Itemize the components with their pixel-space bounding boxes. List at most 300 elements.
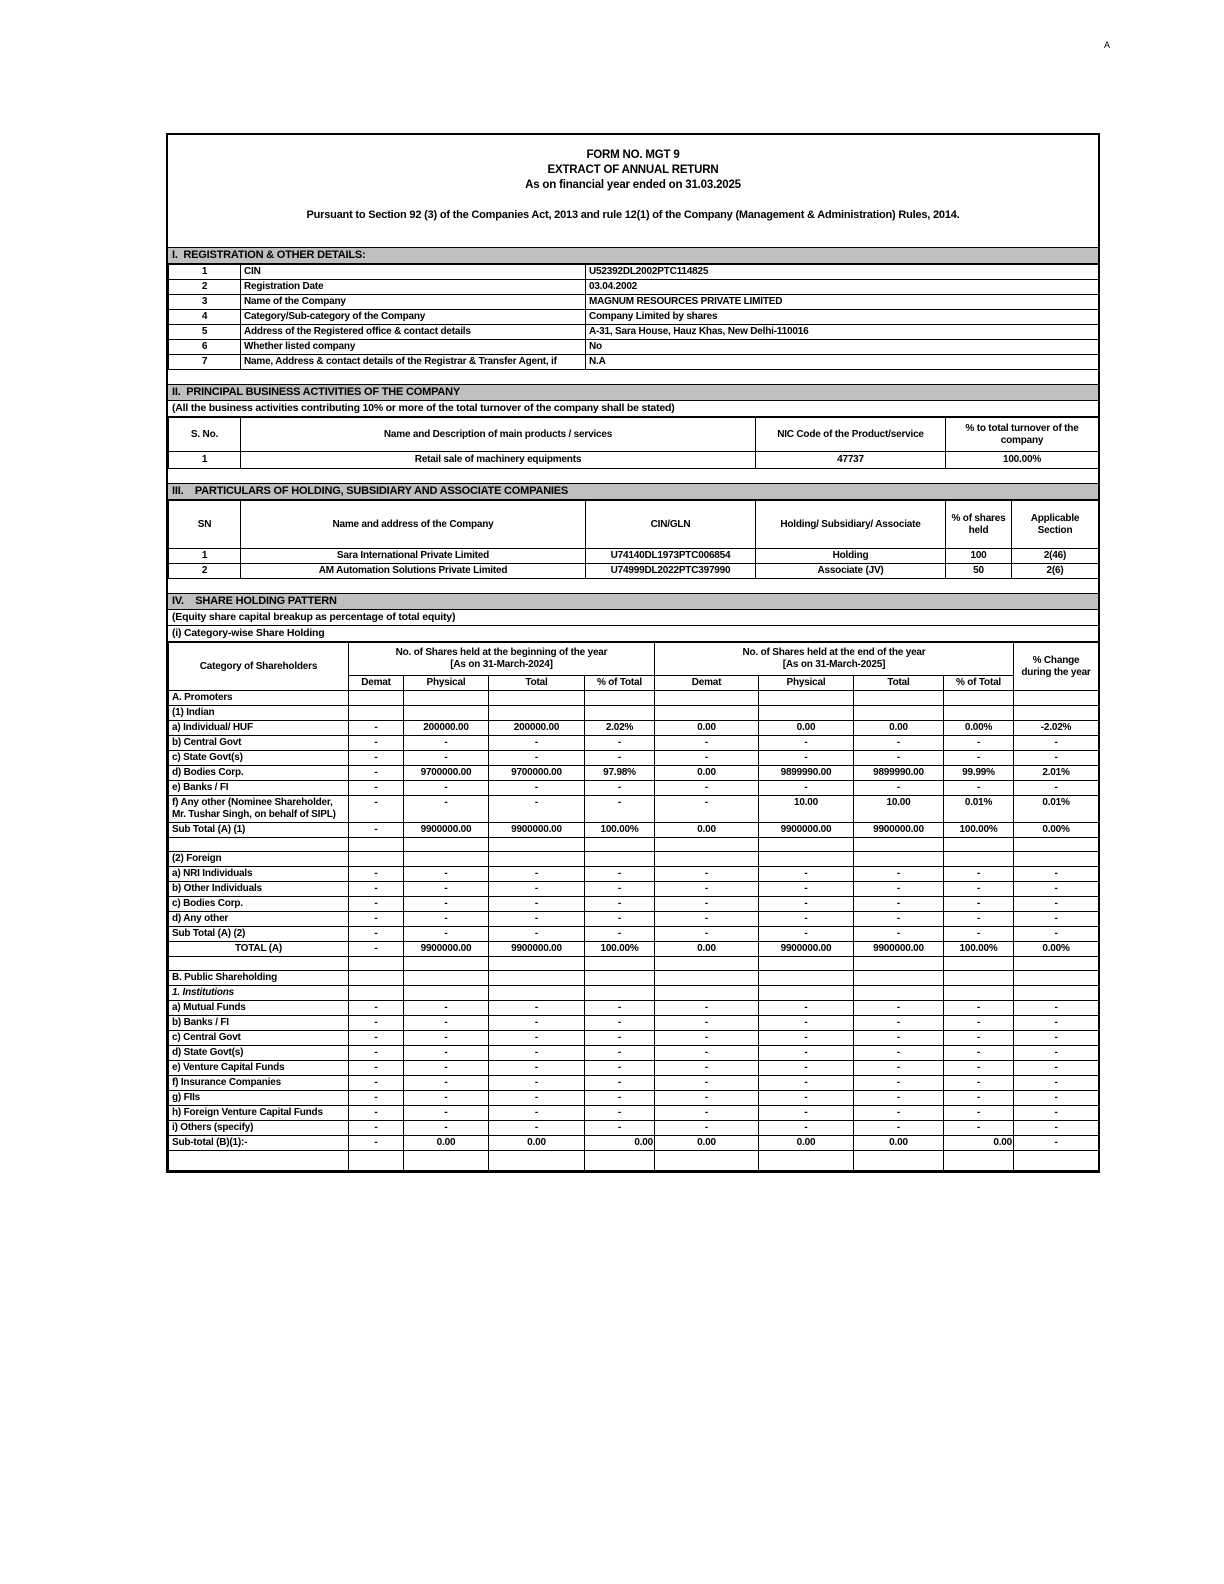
row-cell: - — [489, 1031, 585, 1046]
row-cell: 0.00 — [759, 721, 854, 736]
row-cell: - — [404, 1061, 489, 1076]
row-label: Whether listed company — [241, 340, 586, 355]
row-cell: - — [854, 897, 944, 912]
row-label: Name, Address & contact details of the Registrar & Transfer Agent, if — [241, 355, 586, 370]
column-subheader: % of Total — [944, 676, 1014, 691]
row-cell: - — [854, 1091, 944, 1106]
col-group-beginning-line2: [As on 31-March-2024] — [450, 659, 553, 670]
row-cell: - — [944, 1046, 1014, 1061]
row-sno: 5 — [169, 325, 241, 340]
table-row — [169, 838, 1099, 852]
row-cell: - — [1014, 867, 1099, 882]
row-label: c) State Govt(s) — [169, 751, 349, 766]
column-subheader: Demat — [655, 676, 759, 691]
row-cell: Associate (JV) — [756, 564, 946, 579]
row-cell: 100.00% — [944, 942, 1014, 957]
row-cell: - — [404, 882, 489, 897]
row-cell: - — [489, 912, 585, 927]
table-row — [169, 942, 1099, 957]
table-row — [169, 957, 1099, 971]
row-cell: 9900000.00 — [854, 823, 944, 838]
col-group-end-of-year — [655, 643, 1014, 676]
row-cell: 0.00 — [655, 1136, 759, 1151]
col-group-beginning-line1: No. of Shares held at the beginning of the year — [395, 647, 608, 658]
row-cell: 97.98% — [585, 766, 655, 781]
row-cell — [759, 1151, 854, 1171]
row-cell: - — [1014, 1031, 1099, 1046]
row-cell: - — [1014, 736, 1099, 751]
row-cell: - — [944, 1001, 1014, 1016]
row-cell: 47737 — [756, 452, 946, 469]
row-cell — [759, 957, 854, 971]
row-cell: - — [1014, 1061, 1099, 1076]
col-group-end-line2: [As on 31-March-2025] — [782, 659, 886, 670]
row-cell: - — [349, 721, 404, 736]
column-header: Name and address of the Company — [241, 501, 586, 549]
row-cell — [349, 852, 404, 867]
row-cell: 200000.00 — [489, 721, 585, 736]
row-label: d) State Govt(s) — [169, 1046, 349, 1061]
row-cell: - — [1014, 1046, 1099, 1061]
row-cell: 0.00 — [944, 1136, 1014, 1151]
row-cell: - — [349, 766, 404, 781]
row-cell: - — [585, 736, 655, 751]
row-label — [169, 1151, 349, 1171]
row-cell — [404, 971, 489, 986]
row-cell — [1014, 852, 1099, 867]
row-cell: - — [585, 1046, 655, 1061]
row-cell: Sara International Private Limited — [241, 549, 586, 564]
row-cell — [404, 838, 489, 852]
row-cell: - — [349, 1076, 404, 1091]
row-cell — [854, 852, 944, 867]
row-cell: - — [854, 867, 944, 882]
row-cell: 1 — [169, 452, 241, 469]
row-cell — [854, 957, 944, 971]
row-cell — [404, 986, 489, 1001]
row-cell: - — [404, 1001, 489, 1016]
row-cell: - — [489, 1001, 585, 1016]
row-cell: 0.00 — [655, 942, 759, 957]
column-header: SN — [169, 501, 241, 549]
row-cell: - — [349, 823, 404, 838]
row-cell: - — [854, 781, 944, 796]
row-label: (2) Foreign — [169, 852, 349, 867]
col-group-beginning-of-year — [349, 643, 655, 676]
row-cell: - — [655, 1046, 759, 1061]
row-cell: - — [854, 1046, 944, 1061]
table-row — [169, 564, 1099, 579]
row-cell — [349, 706, 404, 721]
shareholding-table-head — [169, 643, 1099, 691]
row-cell: - — [655, 736, 759, 751]
row-cell — [489, 706, 585, 721]
row-cell: - — [655, 1106, 759, 1121]
row-cell: - — [854, 927, 944, 942]
row-cell: - — [759, 1106, 854, 1121]
row-cell: 9900000.00 — [759, 823, 854, 838]
column-header: CIN/GLN — [586, 501, 756, 549]
row-cell: - — [585, 1121, 655, 1136]
column-subheader: Total — [854, 676, 944, 691]
row-cell — [854, 971, 944, 986]
row-cell — [655, 957, 759, 971]
table-row — [169, 882, 1099, 897]
row-label: 1. Institutions — [169, 986, 349, 1001]
row-cell: - — [759, 1046, 854, 1061]
row-cell — [489, 852, 585, 867]
row-label: Sub Total (A) (1) — [169, 823, 349, 838]
row-cell: AM Automation Solutions Private Limited — [241, 564, 586, 579]
table-row — [169, 1091, 1099, 1106]
row-cell: 100.00% — [944, 823, 1014, 838]
form-title: FORM NO. MGT 9 — [586, 149, 680, 161]
row-cell: - — [1014, 1001, 1099, 1016]
row-cell — [759, 691, 854, 706]
row-cell — [854, 838, 944, 852]
table-row — [169, 867, 1099, 882]
col-header-pct-change: % Change during the year — [1014, 643, 1099, 691]
table-row — [169, 986, 1099, 1001]
row-cell — [1014, 971, 1099, 986]
row-cell: - — [489, 1016, 585, 1031]
row-cell: 2.01% — [1014, 766, 1099, 781]
row-cell: - — [489, 867, 585, 882]
row-cell: - — [349, 781, 404, 796]
row-cell: - — [1014, 882, 1099, 897]
section-gap — [168, 579, 1098, 593]
column-header: NIC Code of the Product/service — [756, 418, 946, 452]
row-cell: - — [585, 927, 655, 942]
row-cell: - — [404, 781, 489, 796]
table-row — [169, 1016, 1099, 1031]
row-cell — [655, 1151, 759, 1171]
row-cell: - — [655, 897, 759, 912]
row-cell: 100.00% — [585, 823, 655, 838]
row-cell — [404, 957, 489, 971]
row-cell: - — [404, 1121, 489, 1136]
table-row — [169, 971, 1099, 986]
row-cell: 100.00% — [946, 452, 1099, 469]
row-cell: - — [349, 751, 404, 766]
row-cell — [585, 838, 655, 852]
row-cell: - — [655, 882, 759, 897]
row-cell: - — [404, 927, 489, 942]
holding-subsidiary-table — [168, 500, 1099, 579]
row-cell: 50 — [946, 564, 1012, 579]
row-cell: - — [1014, 1091, 1099, 1106]
row-cell: - — [585, 867, 655, 882]
form-header — [168, 135, 1098, 247]
row-sno: 6 — [169, 340, 241, 355]
table-row — [169, 1061, 1099, 1076]
row-cell: - — [944, 1061, 1014, 1076]
row-cell: - — [854, 751, 944, 766]
row-cell: - — [759, 867, 854, 882]
row-cell: - — [489, 882, 585, 897]
row-cell: - — [944, 882, 1014, 897]
registration-details-table — [168, 264, 1099, 370]
row-cell: Holding — [756, 549, 946, 564]
table-row — [169, 927, 1099, 942]
row-cell: - — [944, 912, 1014, 927]
row-cell: - — [759, 1076, 854, 1091]
row-cell: - — [1014, 1016, 1099, 1031]
row-cell: - — [655, 1016, 759, 1031]
table-row — [169, 1106, 1099, 1121]
row-cell — [655, 838, 759, 852]
row-label — [169, 957, 349, 971]
row-cell: - — [489, 751, 585, 766]
row-value: MAGNUM RESOURCES PRIVATE LIMITED — [586, 295, 1099, 310]
financial-year-line: As on financial year ended on 31.03.2025 — [525, 179, 741, 191]
row-value: A-31, Sara House, Hauz Khas, New Delhi-110016 — [586, 325, 1099, 340]
row-cell: 9700000.00 — [404, 766, 489, 781]
table-row — [169, 852, 1099, 867]
column-header: Applicable Section — [1012, 501, 1099, 549]
row-cell: - — [349, 1061, 404, 1076]
row-cell: 1 — [169, 549, 241, 564]
row-cell: 0.00 — [655, 766, 759, 781]
mgt9-form — [166, 133, 1100, 1173]
row-cell: - — [1014, 781, 1099, 796]
row-cell: - — [404, 1016, 489, 1031]
business-activities-table — [168, 417, 1099, 469]
section-gap — [168, 469, 1098, 483]
row-cell — [655, 706, 759, 721]
row-cell: - — [759, 1031, 854, 1046]
row-cell: 9900000.00 — [759, 942, 854, 957]
row-cell: - — [944, 1031, 1014, 1046]
row-cell — [655, 691, 759, 706]
row-cell: 9899990.00 — [854, 766, 944, 781]
row-cell: - — [585, 1076, 655, 1091]
row-label: b) Other Individuals — [169, 882, 349, 897]
row-cell: - — [854, 1031, 944, 1046]
row-cell: - — [944, 867, 1014, 882]
table-row — [169, 1076, 1099, 1091]
table-row — [169, 295, 1099, 310]
row-label: i) Others (specify) — [169, 1121, 349, 1136]
row-cell: - — [349, 897, 404, 912]
row-label: b) Banks / FI — [169, 1016, 349, 1031]
row-label: f) Any other (Nominee Shareholder, Mr. Tushar Singh, on behalf of SIPL) — [169, 796, 349, 823]
row-cell: 0.00 — [655, 721, 759, 736]
row-cell: - — [349, 1016, 404, 1031]
row-label: A. Promoters — [169, 691, 349, 706]
row-label: c) Central Govt — [169, 1031, 349, 1046]
row-value: N.A — [586, 355, 1099, 370]
row-cell: - — [489, 796, 585, 823]
row-cell: 0.01% — [944, 796, 1014, 823]
row-cell — [349, 971, 404, 986]
row-label: f) Insurance Companies — [169, 1076, 349, 1091]
row-cell — [655, 986, 759, 1001]
row-cell: - — [944, 1091, 1014, 1106]
row-cell: - — [585, 1001, 655, 1016]
row-cell: - — [1014, 1076, 1099, 1091]
table-row — [169, 823, 1099, 838]
row-cell — [489, 971, 585, 986]
row-cell: - — [759, 1016, 854, 1031]
row-cell — [404, 691, 489, 706]
row-cell — [489, 986, 585, 1001]
row-cell — [1014, 986, 1099, 1001]
row-cell: - — [585, 781, 655, 796]
row-cell — [854, 1151, 944, 1171]
row-cell: - — [585, 912, 655, 927]
row-cell — [854, 706, 944, 721]
row-cell: -2.02% — [1014, 721, 1099, 736]
row-cell: - — [349, 1106, 404, 1121]
row-cell: - — [585, 1091, 655, 1106]
table-row — [169, 1046, 1099, 1061]
table-row — [169, 691, 1099, 706]
row-cell — [1014, 691, 1099, 706]
row-cell: - — [404, 897, 489, 912]
row-cell — [1014, 957, 1099, 971]
row-cell — [585, 971, 655, 986]
row-cell — [759, 971, 854, 986]
row-cell: - — [655, 867, 759, 882]
row-cell: 0.00 — [854, 1136, 944, 1151]
row-cell — [404, 1151, 489, 1171]
row-cell — [944, 852, 1014, 867]
row-cell: - — [655, 1076, 759, 1091]
row-cell: - — [585, 897, 655, 912]
row-cell: 9900000.00 — [489, 942, 585, 957]
row-cell — [349, 691, 404, 706]
row-label — [169, 838, 349, 852]
row-cell: - — [489, 1046, 585, 1061]
row-cell: 10.00 — [854, 796, 944, 823]
section4-note-equity: (Equity share capital breakup as percentage of total equity) — [168, 610, 1098, 626]
row-cell: - — [759, 1061, 854, 1076]
row-cell — [759, 986, 854, 1001]
row-label: TOTAL (A) — [169, 942, 349, 957]
table-row — [169, 1031, 1099, 1046]
section2-title-bar: II. PRINCIPAL BUSINESS ACTIVITIES OF THE COMPANY — [168, 384, 1098, 401]
table-row — [169, 325, 1099, 340]
row-cell: - — [759, 751, 854, 766]
table-row — [169, 736, 1099, 751]
row-cell: - — [944, 1121, 1014, 1136]
row-cell: - — [1014, 1136, 1099, 1151]
row-cell: - — [759, 1001, 854, 1016]
pursuant-line: Pursuant to Section 92 (3) of the Companies Act, 2013 and rule 12(1) of the Company (Management & Administration) Rules, 2014. — [306, 209, 960, 221]
row-value: No — [586, 340, 1099, 355]
row-cell: - — [944, 1106, 1014, 1121]
row-value: 03.04.2002 — [586, 280, 1099, 295]
row-cell: - — [404, 1106, 489, 1121]
section2-note: (All the business activities contributing 10% or more of the total turnover of the company shall be stated) — [168, 401, 1098, 417]
row-cell: 100.00% — [585, 942, 655, 957]
table-row — [169, 721, 1099, 736]
row-cell: - — [489, 736, 585, 751]
row-cell: - — [759, 927, 854, 942]
row-cell: - — [655, 927, 759, 942]
row-cell: - — [349, 1136, 404, 1151]
row-label: B. Public Shareholding — [169, 971, 349, 986]
table-row — [169, 781, 1099, 796]
column-subheader: Total — [489, 676, 585, 691]
row-cell: - — [655, 1121, 759, 1136]
row-cell: - — [349, 927, 404, 942]
page-corner-mark: A — [1104, 40, 1110, 50]
table-row — [169, 340, 1099, 355]
row-cell: - — [655, 781, 759, 796]
row-cell — [489, 1151, 585, 1171]
row-cell — [655, 971, 759, 986]
table-row — [169, 1121, 1099, 1136]
row-cell: 2(6) — [1012, 564, 1099, 579]
table-row — [169, 1151, 1099, 1171]
section1-title-bar: I. REGISTRATION & OTHER DETAILS: — [168, 247, 1098, 264]
row-cell — [404, 706, 489, 721]
row-cell — [854, 986, 944, 1001]
table-row — [169, 897, 1099, 912]
row-cell: - — [854, 882, 944, 897]
table-row — [169, 1136, 1099, 1151]
row-label: c) Bodies Corp. — [169, 897, 349, 912]
section4-note-categorywise: (i) Category-wise Share Holding — [168, 626, 1098, 642]
row-cell — [585, 706, 655, 721]
row-cell: - — [585, 882, 655, 897]
row-cell: 10.00 — [759, 796, 854, 823]
form-subtitle: EXTRACT OF ANNUAL RETURN — [547, 164, 719, 176]
row-cell: 0.00 — [854, 721, 944, 736]
row-cell — [655, 852, 759, 867]
row-cell: - — [759, 736, 854, 751]
row-cell: - — [1014, 927, 1099, 942]
row-cell: 0.00 — [404, 1136, 489, 1151]
row-cell — [759, 852, 854, 867]
table-row — [169, 1001, 1099, 1016]
row-cell: Retail sale of machinery equipments — [241, 452, 756, 469]
row-label: d) Bodies Corp. — [169, 766, 349, 781]
row-cell — [349, 1151, 404, 1171]
row-cell: 9900000.00 — [404, 823, 489, 838]
row-cell: 0.00% — [1014, 823, 1099, 838]
row-cell: 100 — [946, 549, 1012, 564]
row-cell — [585, 852, 655, 867]
row-cell: - — [655, 796, 759, 823]
row-cell: - — [1014, 1121, 1099, 1136]
row-cell: - — [489, 1121, 585, 1136]
row-cell: - — [349, 736, 404, 751]
row-cell — [489, 957, 585, 971]
row-cell: - — [489, 1091, 585, 1106]
row-cell: - — [944, 927, 1014, 942]
row-cell: 0.01% — [1014, 796, 1099, 823]
row-cell: 0.00 — [585, 1136, 655, 1151]
column-header: Name and Description of main products / services — [241, 418, 756, 452]
row-cell: 99.99% — [944, 766, 1014, 781]
row-cell: - — [585, 1016, 655, 1031]
column-header: % to total turnover of the company — [946, 418, 1099, 452]
row-cell — [944, 957, 1014, 971]
row-cell: 0.00 — [759, 1136, 854, 1151]
row-cell — [854, 691, 944, 706]
section-gap — [168, 370, 1098, 384]
row-cell: - — [759, 882, 854, 897]
table-row — [169, 355, 1099, 370]
col-header-category: Category of Shareholders — [169, 643, 349, 691]
row-cell — [489, 691, 585, 706]
row-cell: - — [854, 1076, 944, 1091]
row-label: h) Foreign Venture Capital Funds — [169, 1106, 349, 1121]
row-cell: - — [944, 897, 1014, 912]
